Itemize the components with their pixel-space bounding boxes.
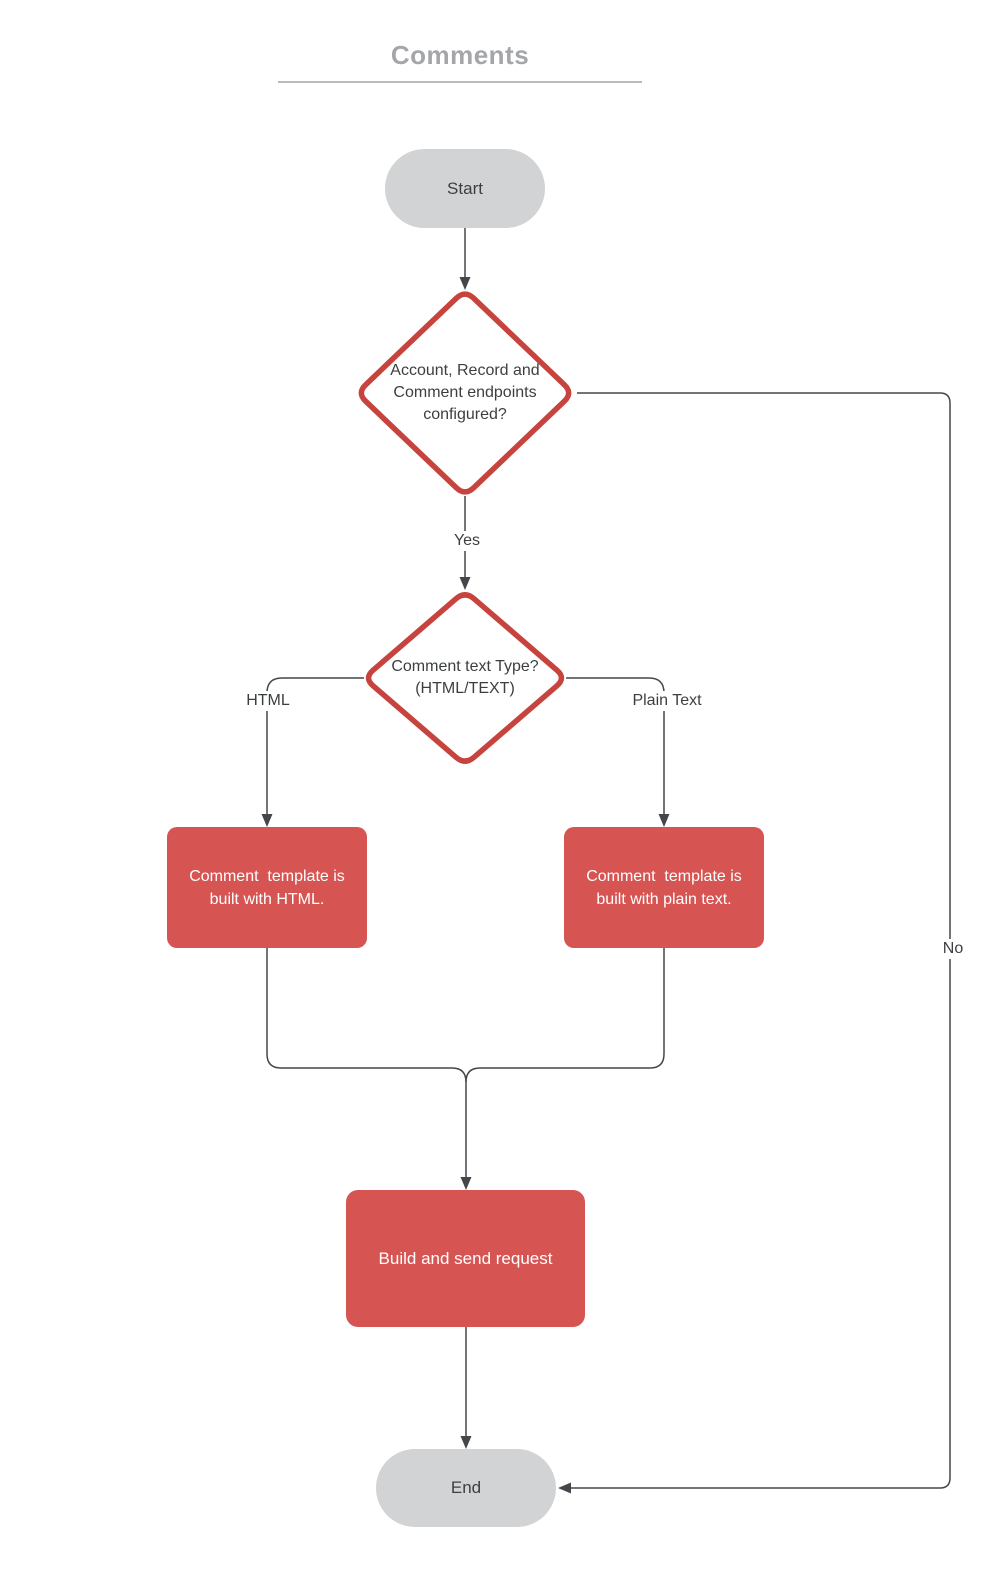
edge-label-html: HTML xyxy=(234,691,302,711)
decision-text-type-label: Comment text Type? (HTML/TEXT) xyxy=(391,658,539,697)
edge-label-yes: Yes xyxy=(444,531,490,551)
end-node: End xyxy=(376,1449,556,1527)
decision-endpoints-label: Account, Record and Comment endpoints configured? xyxy=(390,362,540,423)
process-plain-text-node: Comment template is built with plain text. xyxy=(564,827,764,948)
arrowhead-into-plain-box xyxy=(659,814,670,827)
edge-label-no: No xyxy=(934,939,972,959)
arrowhead-into-end-right xyxy=(558,1483,571,1494)
process-build-node: Build and send request xyxy=(346,1190,585,1327)
arrowhead-into-decision2 xyxy=(460,577,471,590)
arrowhead-into-build-box xyxy=(461,1177,472,1190)
start-node: Start xyxy=(385,149,545,228)
arrowhead-into-end-top xyxy=(461,1436,472,1449)
edge-label-plain-text: Plain Text xyxy=(617,691,717,711)
arrowhead-into-html-box xyxy=(262,814,273,827)
process-html-node: Comment template is built with HTML. xyxy=(167,827,367,948)
edge-merge-right xyxy=(466,948,664,1082)
edge-merge-left xyxy=(267,948,466,1178)
page-title: Comments xyxy=(278,40,642,83)
arrowhead-into-decision1 xyxy=(460,277,471,290)
